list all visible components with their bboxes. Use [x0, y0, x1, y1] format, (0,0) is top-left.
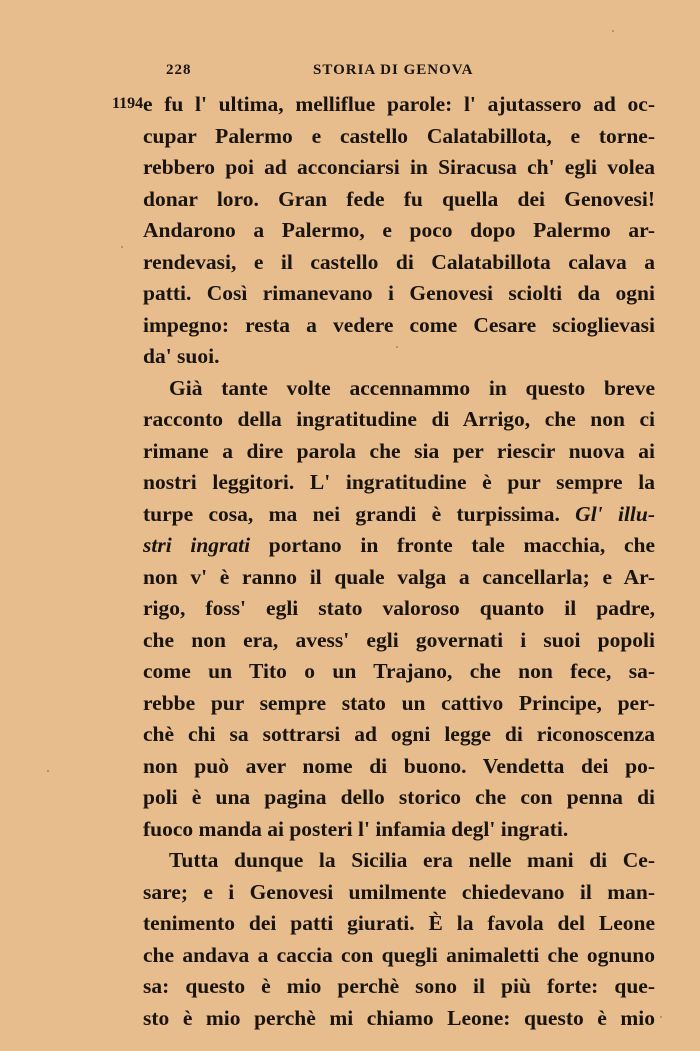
text-line: che andava a caccia con quegli animaletti che ognuno: [143, 942, 655, 967]
text-segment: turpe cosa, ma nei grandi è turpissima.: [143, 501, 560, 526]
paper-speck: [660, 1016, 662, 1018]
text-line: rebbe pur sempre stato un cattivo Principe, per-: [143, 690, 655, 715]
text-line-mixed: [143, 499, 655, 531]
text-line: e fu l' ultima, melliflue parole: l' ajutassero ad oc-: [143, 92, 655, 116]
running-head: [143, 62, 653, 86]
text-line: nostri leggitori. L' ingratitudine è pur sempre la: [143, 470, 655, 494]
text-line: da' suoi.: [143, 344, 220, 368]
text-line: Già tante volte accennammo in questo breve: [169, 375, 655, 400]
text-line: racconto della ingratitudine di Arrigo, che non ci: [143, 407, 655, 431]
text-line: Andarono a Palermo, e poco dopo Palermo ar-: [143, 218, 655, 242]
text-line: sto è mio perchè mi chiamo Leone: questo è mio: [143, 1005, 655, 1030]
text-line: donar loro. Gran fede fu quella dei Genovesi!: [143, 186, 655, 211]
text-line: fuoco manda ai posteri l' infamia degl' ingrati.: [143, 816, 569, 841]
text-line: chè chi sa sottrarsi ad ogni legge di riconoscenza: [143, 722, 655, 746]
text-line: rimane a dire parola che sia per riescir nuova ai: [143, 438, 655, 463]
text-line: patti. Così rimanevano i Genovesi sciolti da ogni: [143, 281, 655, 305]
margin-year-note: 1194: [112, 95, 144, 112]
text-line-mixed: [143, 530, 655, 562]
text-line: sa: questo è mio perchè sono il più forte: que-: [143, 974, 655, 998]
text-line: rebbero poi ad acconciarsi in Siracusa ch' egli volea: [143, 155, 655, 179]
text-line: rigo, foss' egli stato valoroso quanto il padre,: [143, 596, 655, 620]
paper-speck: [396, 346, 398, 348]
paper-speck: [612, 30, 614, 32]
italic-segment: stri ingrati: [143, 533, 251, 557]
text-line: impegno: resta a vedere come Cesare scioglievasi: [143, 312, 655, 337]
body-text: [143, 89, 655, 1034]
text-line: poli è una pagina dello storico che con penna di: [143, 785, 655, 809]
text-line: che non era, avess' egli governati i suoi popoli: [143, 627, 655, 652]
text-line: Tutta dunque la Sicilia era nelle mani di Ce-: [169, 848, 655, 872]
text-line: come un Tito o un Trajano, che non fece, sa-: [143, 659, 655, 683]
text-line: non v' è ranno il quale valga a cancellarla; e Ar-: [143, 564, 655, 589]
paper-speck: [47, 770, 49, 772]
italic-segment: Gl' illu-: [575, 501, 655, 526]
text-line: sare; e i Genovesi umilmente chiedevano il man-: [143, 879, 655, 904]
paper-speck: [121, 246, 123, 248]
text-line: rendevasi, e il castello di Calatabillota calava a: [143, 249, 655, 274]
text-line: tenimento dei patti giurati. È la favola del Leone: [143, 911, 655, 935]
header-title: STORIA DI GENOVA: [313, 62, 474, 78]
page-number: 228: [166, 62, 192, 78]
text-line: non può aver nome di buono. Vendetta dei po-: [143, 753, 655, 778]
text-line: cupar Palermo e castello Calatabillota, e torne-: [143, 123, 655, 148]
text-segment: portano in fronte tale macchia, che: [268, 533, 655, 557]
